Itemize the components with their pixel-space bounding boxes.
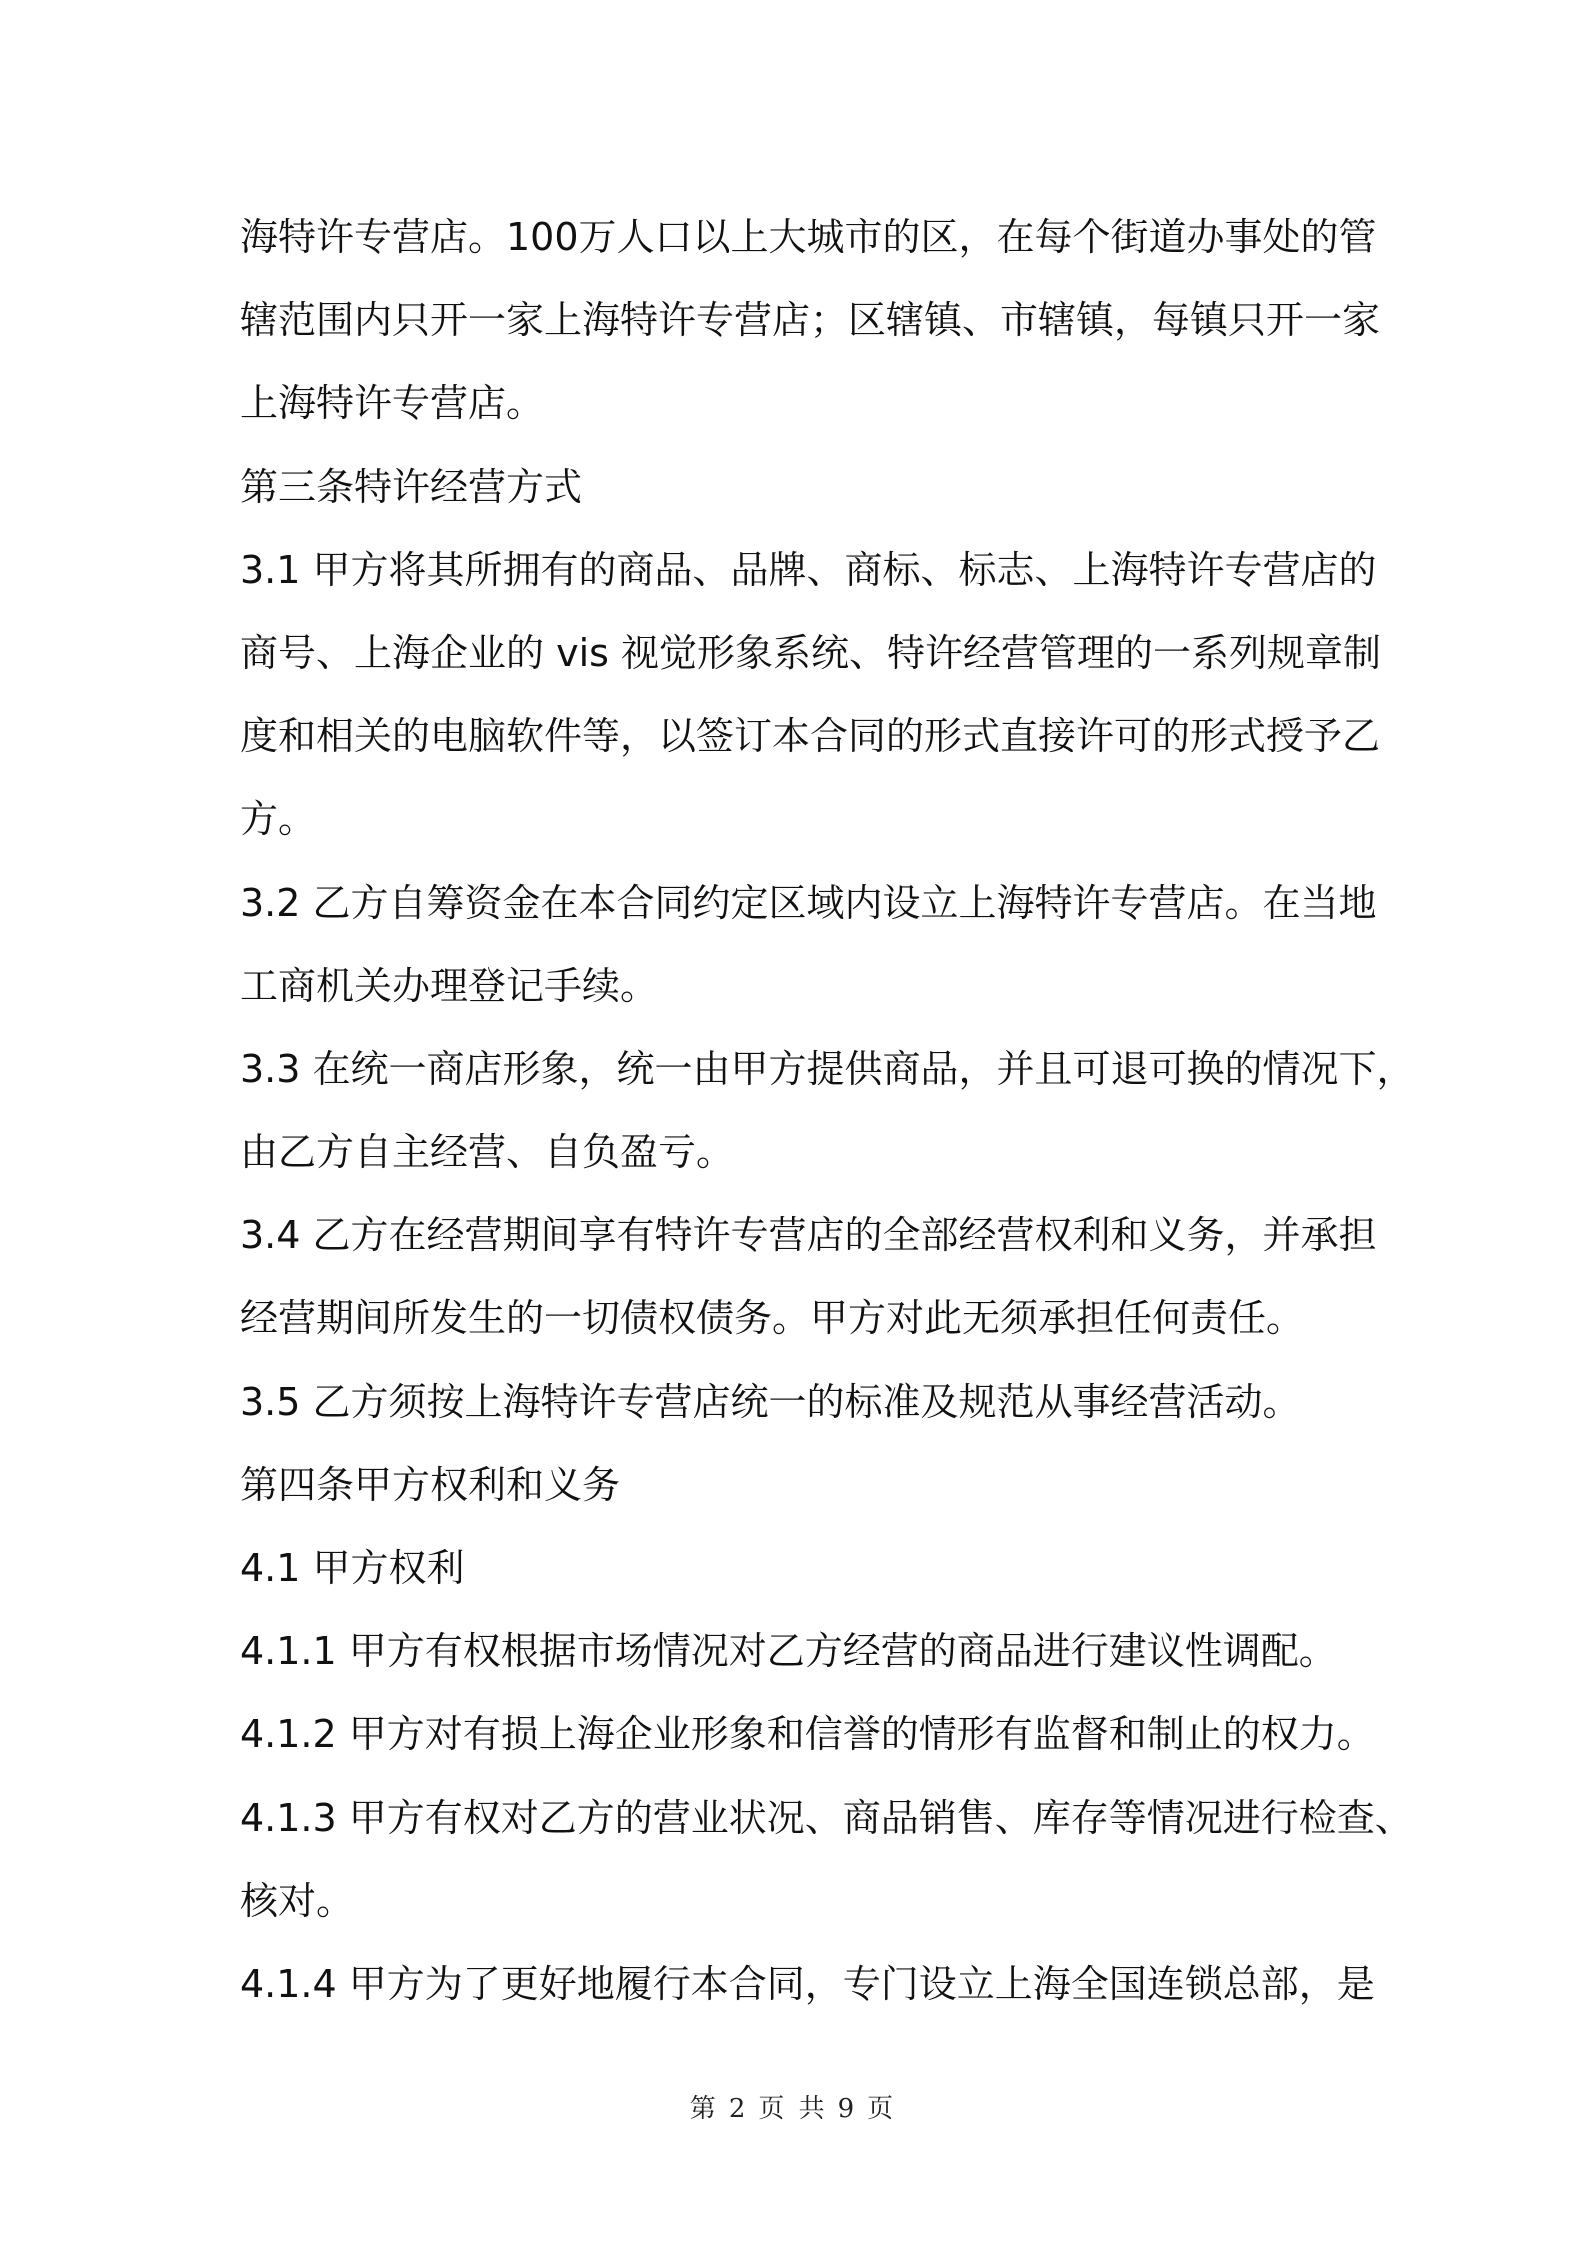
- footer-mid: 页 共: [758, 2094, 828, 2124]
- text-line: 3.5 乙方须按上海特许专营店统一的标准及规范从事经营活动。: [240, 1379, 1301, 1424]
- text-line: 4.1.3 甲方有权对乙方的营业状况、商品销售、库存等情况进行检查、: [240, 1795, 1413, 1840]
- text-line: 商号、上海企业的 vis 视觉形象系统、特许经营管理的一系列规章制: [240, 630, 1382, 675]
- text-line: 核对。: [240, 1878, 355, 1923]
- text-line: 上海特许专营店。: [240, 381, 545, 426]
- text-line: 海特许专营店。100万人口以上大城市的区，在每个街道办事处的管: [240, 215, 1377, 259]
- footer-prefix: 第: [689, 2094, 719, 2124]
- text-line: 3.1 甲方将其所拥有的商品、品牌、商标、标志、上海特许专营店的: [240, 547, 1377, 592]
- section-heading: 第四条甲方权利和义务: [240, 1462, 621, 1507]
- text-line: 工商机关办理登记手续。: [240, 963, 659, 1008]
- text-line: 辖范围内只开一家上海特许专营店；区辖镇、市辖镇，每镇只开一家: [240, 298, 1381, 343]
- text-line: 度和相关的电脑软件等，以签订本合同的形式直接许可的形式授予乙: [240, 714, 1381, 759]
- page-footer: [0, 2088, 1586, 2125]
- document-body: [240, 196, 1415, 2026]
- text-line: 4.1.1 甲方有权根据市场情况对乙方经营的商品进行建议性调配。: [240, 1629, 1337, 1674]
- current-page-number: 2: [728, 2094, 749, 2124]
- text-line: 3.4 乙方在经营期间享有特许专营店的全部经营权利和义务，并承担: [240, 1213, 1377, 1258]
- text-line: 经营期间所发生的一切债权债务。甲方对此无须承担任何责任。: [240, 1296, 1305, 1341]
- text-line: 由乙方自主经营、自负盈亏。: [240, 1130, 735, 1175]
- text-line: 方。: [240, 797, 317, 842]
- footer-suffix: 页: [867, 2094, 897, 2124]
- text-line: 4.1.2 甲方对有损上海企业形象和信誉的情形有监督和制止的权力。: [240, 1712, 1375, 1757]
- text-line: 4.1.4 甲方为了更好地履行本合同，专门设立上海全国连锁总部，是: [240, 1961, 1375, 2006]
- subsection-heading: 4.1 甲方权利: [240, 1546, 465, 1590]
- text-line: 3.3 在统一商店形象，统一由甲方提供商品，并且可退可换的情况下，: [240, 1046, 1415, 1091]
- section-heading: 第三条特许经营方式: [240, 464, 583, 509]
- text-line: 3.2 乙方自筹资金在本合同约定区域内设立上海特许专营店。在当地: [240, 880, 1377, 925]
- total-page-number: 9: [837, 2094, 858, 2124]
